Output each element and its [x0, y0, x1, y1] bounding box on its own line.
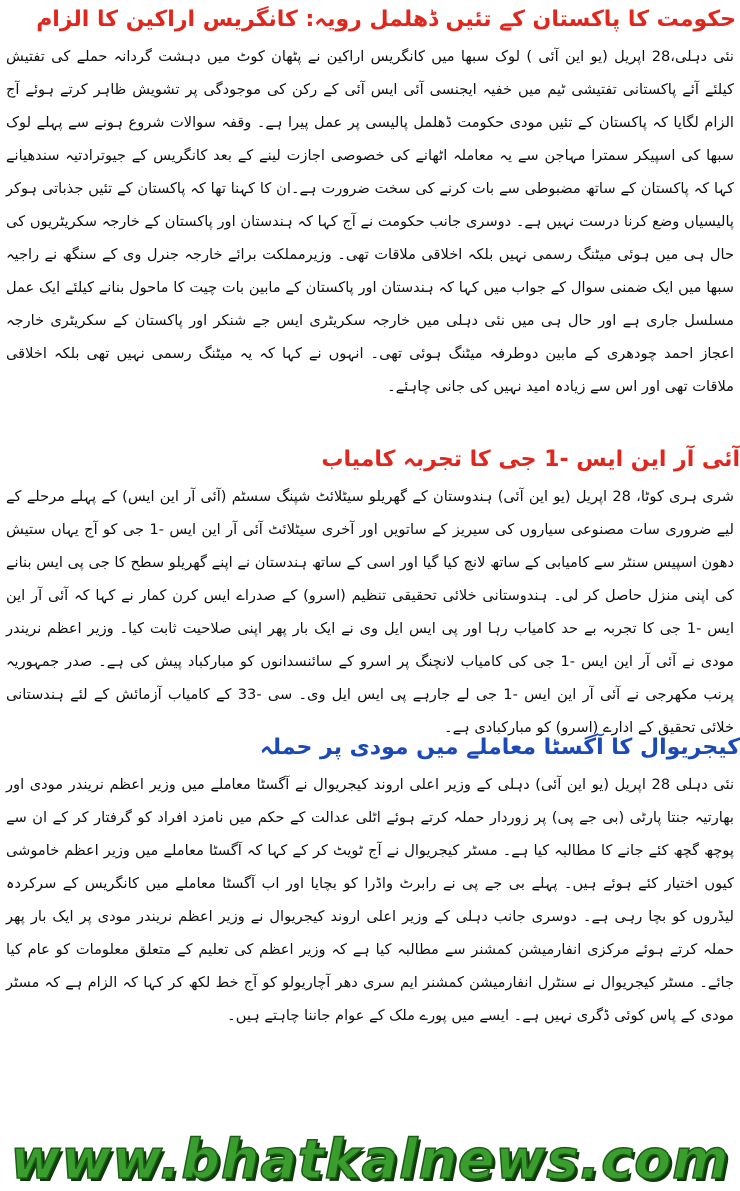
article-kejriwal-agusta: [0, 728, 740, 1128]
footer-website-text: www.bhatkalnews.com: [10, 1127, 730, 1191]
article-headline: کیجریوال کا آگسٹا معاملے میں مودی پر حملہ: [259, 735, 740, 760]
footer-banner: [0, 1128, 740, 1190]
article-headline: حکومت کا پاکستان کے تئیں ڈھلمل رویہ: کانگریس اراکین کا الزام: [36, 7, 736, 32]
article-pakistan-policy: [0, 0, 740, 430]
article-body: شری ہری کوٹا، 28 اپریل (یو این آئی) ہندوستان کے گھریلو سیٹلائٹ شپنگ سسٹم (آئی آر این ایس) کے پہلے مرحلے کے لیے ضروری سات مصنوعی سیاروں کی سیریز کے ساتویں اور آخری سیٹلائٹ آئی آر این ایس -1 جی کو آج یہاں ستیش دھون اسپیس سنٹر سے کامیابی کے ساتھ لانچ کیا گیا اور اسی کے ساتھ ہندستان نے اپنے گھریلو سطح کا جی پی ایس بنانے کی اپنی منزل حاصل کر لی۔ ہندوستانی خلائی تحقیقی تنظیم (اسرو) کے صدراے ایس کرن کمار نے کہا کہ آئی آر این ایس -1 جی کا تجربہ بے حد کامیاب رہا اور پی ایس ایل وی نے ایک بار پھر اپنی صلاحیت ثابت کیا۔ وزیر اعظم نریندر مودی نے آئی آر این ایس -1 جی کی کامیاب لانچنگ پر اسرو کے سائنسدانوں کو مبارکباد پیش کی ہے۔ صدر جمہوریہ پرنب مکھرجی نے آئی آر این ایس -1 جی لے جارہے پی ایس ایل وی۔ سی -33 کے کامیاب آزمائش کے لئے ہندستانی خلائی تحقیق کے ادارے (اسرو) کو مبارکبادی ہے۔: [6, 488, 735, 736]
article-headline: آئی آر این ایس -1 جی کا تجربہ کامیاب: [321, 447, 740, 472]
article-irnss-launch: [0, 440, 740, 736]
article-body: نئی دہلی 28 اپریل (یو این آئی) دہلی کے وزیر اعلی اروند کیجریوال نے آگسٹا معاملے میں وزیر اعظم نریندر مودی اور بھارتیہ جنتا پارٹی (بی جے پی) پر زوردار حملہ کرتے ہوئے اٹلی عدالت کے حکم میں نامزد افراد کو گرفتار کر کے ان سے پوچھ گچھ کئے جانے کا مطالبہ کیا ہے۔ مسٹر کیجریوال نے آج ٹویٹ کر کے کہا کہ آگسٹا معاملے میں وزیر اعظم خاموشی کیوں اختیار کئے ہوئے ہیں۔ پہلے بی جے پی نے رابرٹ واڈرا کو بچایا اور اب آگسٹا معاملے میں کانگریس کے سرکردہ لیڈروں کو بچا رہی ہے۔ دوسری جانب دہلی کے وزیر اعلی اروند کیجریوال نے وزیر اعظم نریندر مودی پر ایک بار پھر حملہ کرتے ہوئے مرکزی انفارمیشن کمشنر سے مطالبہ کیا ہے کہ وزیر اعظم کی تعلیم کے متعلق معلومات کو عام کیا جائے۔ مسٹر کیجریوال نے سنٹرل انفارمیشن کمشنر ایم سری دھر آچاریولو کو آج خط لکھ کر کہا کہ الزام ہے کہ مسٹر مودی کے پاس کوئی ڈگری نہیں ہے۔ ایسے میں پورے ملک کے عوام جاننا چاہتے ہیں۔: [6, 776, 735, 1024]
article-body: نئی دہلی،28 اپریل (یو این آئی ) لوک سبھا میں کانگریس اراکین نے پٹھان کوٹ میں دہشت گردانہ حملے کی تفتیش کیلئے آئے پاکستانی تفتیشی ٹیم میں خفیہ ایجنسی آئی ایس آئی کے رکن کی موجودگی پر تشویش ظاہر کرتے ہوئے آج الزام لگایا کہ پاکستان کے تئیں مودی حکومت ڈھلمل پالیسی پر عمل پیرا ہے۔ وقفہ سوالات شروع ہونے سے پہلے لوک سبھا کی اسپیکر سمترا مہاجن سے یہ معاملہ اٹھانے کی خصوصی اجازت لینے کے بعد کانگریس کے جیوترادتیہ سندھیانے کہا کہ پاکستان کے ساتھ مضبوطی سے بات کرنے کی سخت ضرورت ہے۔ان کا کہنا تھا کہ پاکستان کے تئیں جذباتی ہوکر پالیسیاں وضع کرنا درست نہیں ہے۔ دوسری جانب حکومت نے آج کہا کہ ہندستان اور پاکستان کے خارجہ سکریٹریوں کی حال ہی میں ہوئی میٹنگ رسمی نہیں بلکہ اخلاقی ملاقات تھی۔ وزیرمملکت برائے خارجہ جنرل وی کے سنگھ نے راجیہ سبھا میں ایک ضمنی سوال کے جواب میں کہا کہ ہندستان اور پاکستان کے مابین بات چیت کا ماحول بنانے کیلئے ایک عمل مسلسل جاری ہے اور حال ہی میں نئی دہلی میں خارجہ سکریٹری ایس جے شنکر اور پاکستان کے سکریٹری خارجہ اعجاز احمد چودھری کے مابین دوطرفہ میٹنگ ہوئی تھی۔ انہوں نے کہا کہ یہ میٹنگ رسمی نہیں تھی بلکہ اخلاقی ملاقات تھی اور اس سے زیادہ امید نہیں کی جانی چاہئے۔: [6, 48, 734, 395]
